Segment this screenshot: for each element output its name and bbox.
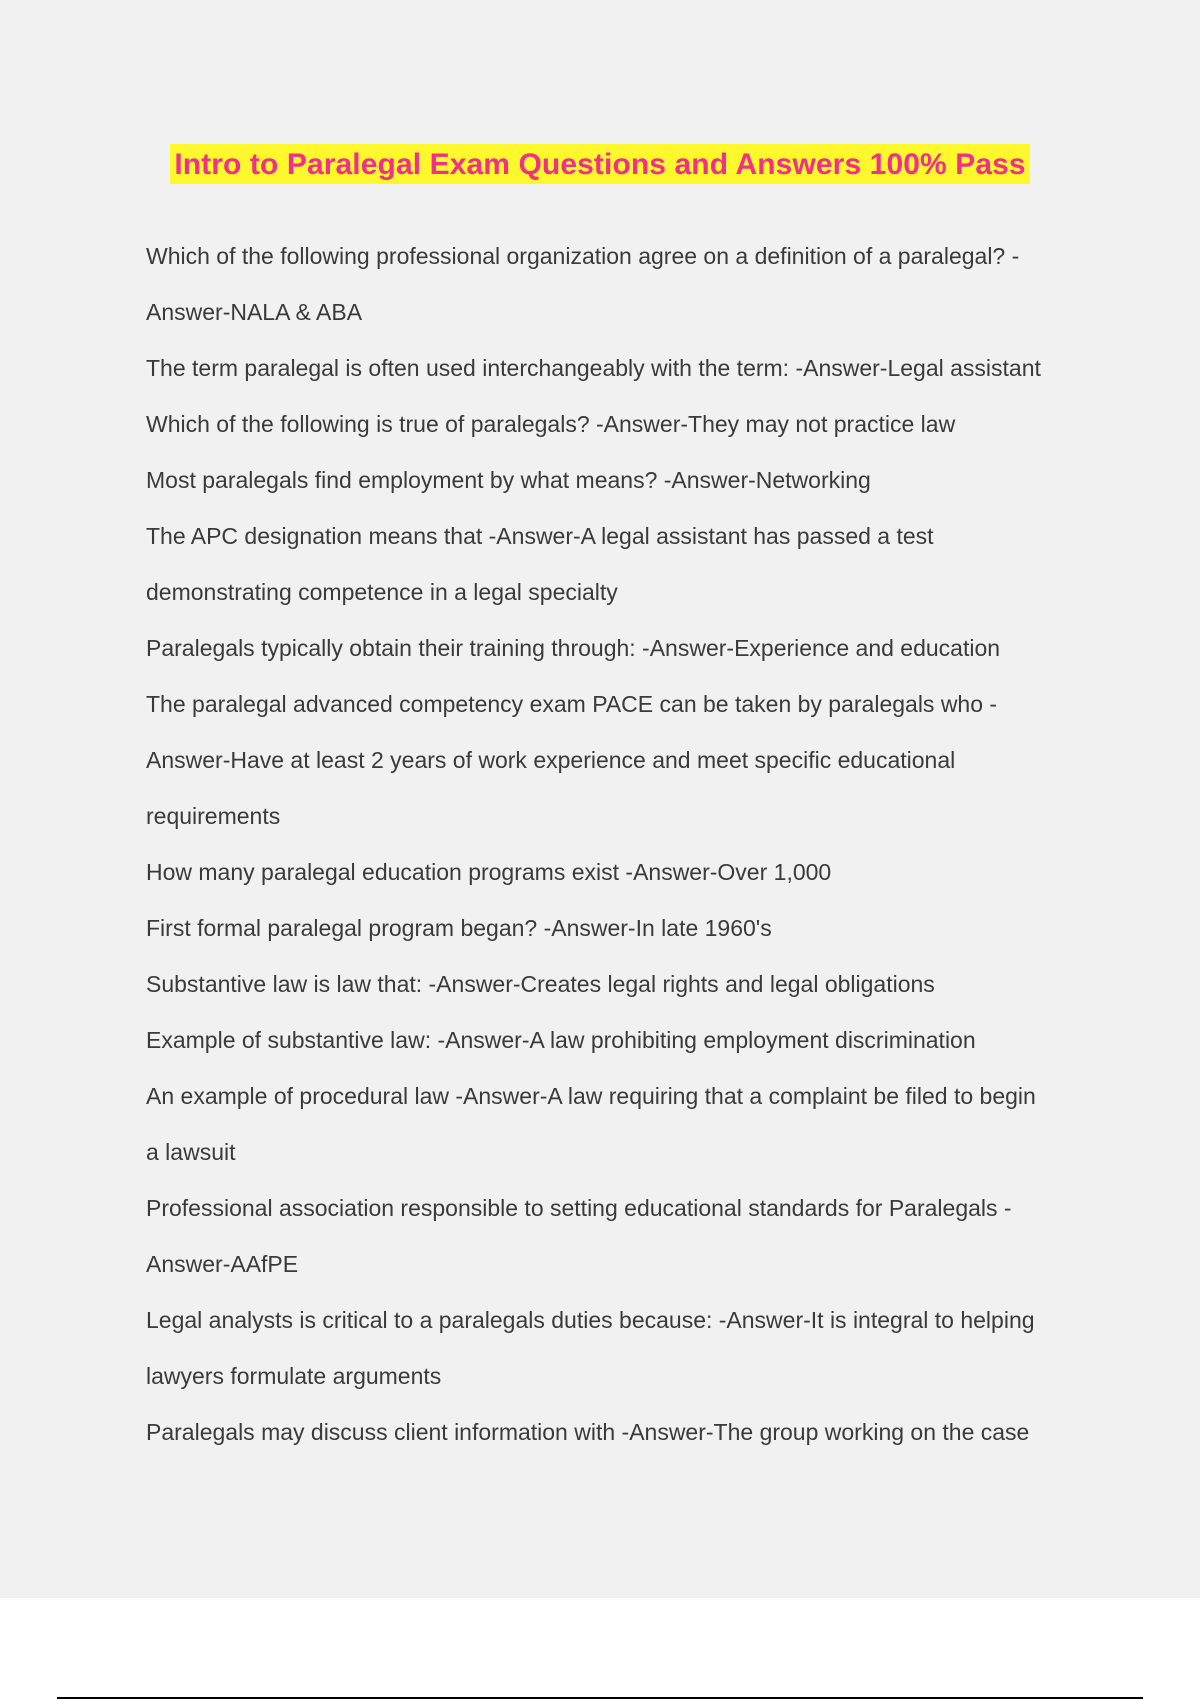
- text-line: The paralegal advanced competency exam PACE can be taken by paralegals who -: [146, 691, 998, 717]
- document-body: [146, 228, 1146, 1460]
- text-line: Answer-Have at least 2 years of work experience and meet specific educational: [146, 747, 956, 773]
- text-line: Answer-NALA & ABA: [146, 299, 363, 325]
- text-line: Legal analysts is critical to a paralegals duties because: -Answer-It is integral to helping: [146, 1307, 1035, 1333]
- text-line: Example of substantive law: -Answer-A law prohibiting employment discrimination: [146, 1027, 976, 1053]
- text-line: Professional association responsible to setting educational standards for Paralegals -: [146, 1195, 1012, 1221]
- text-line: Most paralegals find employment by what means? -Answer-Networking: [146, 467, 871, 493]
- text-line: How many paralegal education programs exist -Answer-Over 1,000: [146, 859, 832, 885]
- text-line: demonstrating competence in a legal specialty: [146, 579, 618, 605]
- text-line: Answer-AAfPE: [146, 1251, 299, 1277]
- document-title: Intro to Paralegal Exam Questions and Answers 100% Pass: [170, 144, 1029, 184]
- text-line: a lawsuit: [146, 1139, 236, 1165]
- text-line: Paralegals may discuss client information with -Answer-The group working on the case: [146, 1419, 1030, 1445]
- text-line: Substantive law is law that: -Answer-Creates legal rights and legal obligations: [146, 971, 935, 997]
- text-line: An example of procedural law -Answer-A law requiring that a complaint be filed to begin: [146, 1083, 1036, 1109]
- text-line: First formal paralegal program began? -Answer-In late 1960's: [146, 915, 772, 941]
- text-line: lawyers formulate arguments: [146, 1363, 442, 1389]
- bottom-divider: [57, 1697, 1143, 1699]
- text-line: requirements: [146, 803, 281, 829]
- text-line: Which of the following is true of paralegals? -Answer-They may not practice law: [146, 411, 956, 437]
- text-line: The APC designation means that -Answer-A legal assistant has passed a test: [146, 523, 934, 549]
- text-line: Paralegals typically obtain their training through: -Answer-Experience and education: [146, 635, 1001, 661]
- text-line: Which of the following professional organization agree on a definition of a paralegal? -: [146, 243, 1020, 269]
- title-container: [0, 144, 1200, 184]
- text-line: The term paralegal is often used interchangeably with the term: -Answer-Legal assistant: [146, 355, 1041, 381]
